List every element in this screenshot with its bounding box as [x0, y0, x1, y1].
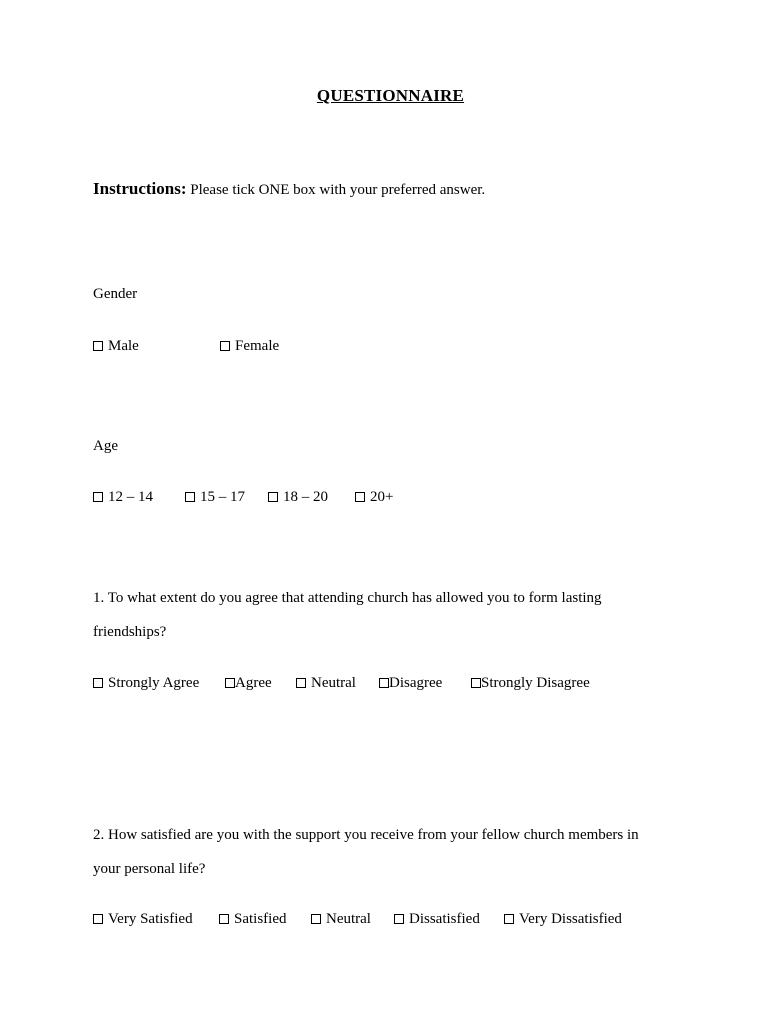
instructions-label: Instructions: [93, 179, 187, 198]
q1-option-strongly-agree[interactable] [93, 675, 199, 692]
gender-label: Gender [93, 286, 138, 302]
checkbox-icon[interactable] [296, 678, 306, 688]
q2-option-satisfied[interactable] [219, 911, 287, 928]
instructions [93, 179, 485, 199]
page-title: QUESTIONNAIRE [316, 86, 465, 105]
option-label: Disagree [389, 675, 443, 691]
gender-option-female[interactable] [220, 338, 279, 355]
q1-option-neutral[interactable] [296, 675, 356, 692]
checkbox-icon[interactable] [219, 914, 229, 924]
option-label: 12 – 14 [108, 489, 153, 505]
checkbox-icon[interactable] [185, 492, 195, 502]
option-label: Satisfied [234, 911, 287, 927]
option-label: Very Satisfied [108, 911, 193, 927]
question-1-text-line-2: friendships? [93, 624, 167, 640]
option-label: Female [235, 338, 280, 354]
gender-option-male[interactable] [93, 338, 139, 355]
checkbox-icon[interactable] [93, 492, 103, 502]
checkbox-icon[interactable] [311, 914, 321, 924]
q2-option-dissatisfied[interactable] [394, 911, 480, 928]
option-label: Strongly Disagree [481, 675, 590, 691]
age-option-20-plus[interactable] [355, 489, 393, 506]
option-label: Strongly Agree [108, 675, 200, 691]
option-label: Very Dissatisfied [519, 911, 622, 927]
checkbox-icon[interactable] [220, 341, 230, 351]
checkbox-icon[interactable] [93, 341, 103, 351]
checkbox-icon[interactable] [93, 678, 103, 688]
age-option-15-17[interactable] [185, 489, 245, 506]
age-label: Age [93, 438, 118, 454]
q2-option-very-satisfied[interactable] [93, 911, 193, 928]
option-label: Neutral [311, 675, 356, 691]
age-option-18-20[interactable] [268, 489, 328, 506]
age-option-12-14[interactable] [93, 489, 153, 506]
checkbox-icon[interactable] [504, 914, 514, 924]
question-2-text-line-1: 2. How satisfied are you with the support you receive from your fellow church members in [93, 827, 639, 843]
q1-option-agree[interactable] [225, 675, 272, 692]
option-label: Agree [235, 675, 272, 691]
option-label: Male [108, 338, 139, 354]
checkbox-icon[interactable] [379, 678, 389, 688]
option-label: Neutral [326, 911, 371, 927]
option-label: 15 – 17 [200, 489, 245, 505]
q2-option-very-dissatisfied[interactable] [504, 911, 622, 928]
q1-option-disagree[interactable] [379, 675, 442, 692]
checkbox-icon[interactable] [225, 678, 235, 688]
q2-option-neutral[interactable] [311, 911, 371, 928]
option-label: 18 – 20 [283, 489, 328, 505]
question-2-text-line-2: your personal life? [93, 861, 206, 877]
instructions-text: Please tick ONE box with your preferred answer. [190, 182, 486, 198]
question-1-text-line-1: 1. To what extent do you agree that attending church has allowed you to form lasting [93, 590, 602, 606]
option-label: Dissatisfied [409, 911, 480, 927]
option-label: 20+ [370, 489, 394, 505]
checkbox-icon[interactable] [355, 492, 365, 502]
checkbox-icon[interactable] [394, 914, 404, 924]
checkbox-icon[interactable] [268, 492, 278, 502]
checkbox-icon[interactable] [471, 678, 481, 688]
checkbox-icon[interactable] [93, 914, 103, 924]
q1-option-strongly-disagree[interactable] [471, 675, 590, 692]
